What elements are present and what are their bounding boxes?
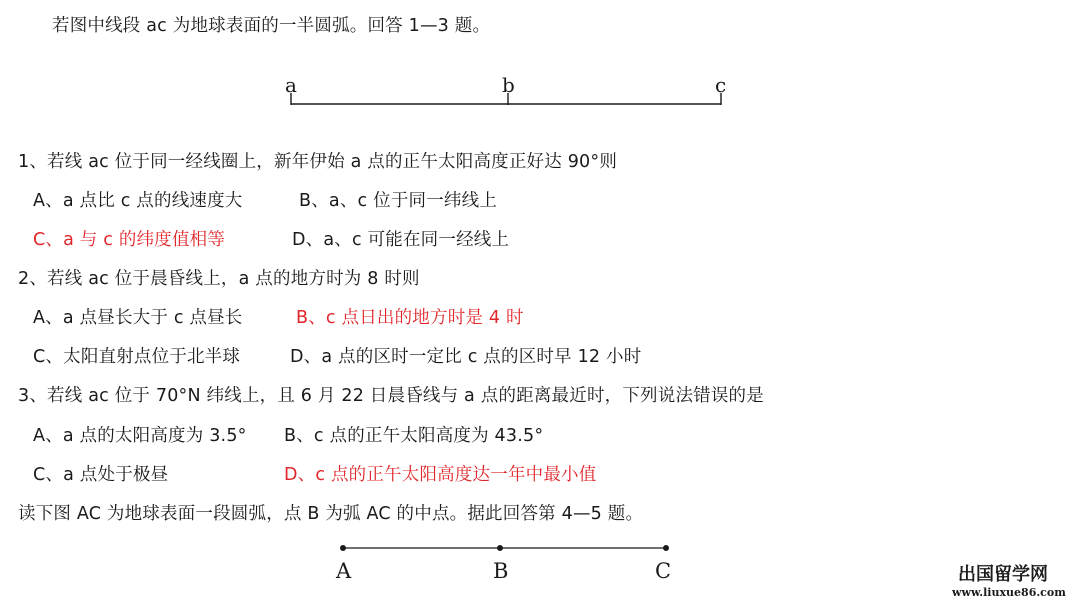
watermark [951, 563, 1066, 599]
q2-option-d: D、a 点的区时一定比 c 点的区时早 12 小时 [290, 347, 642, 367]
q1-option-a: A、a 点比 c 点的线速度大 [33, 191, 243, 211]
diagram-AC-segment [335, 545, 671, 583]
q2-option-a: A、a 点昼长大于 c 点昼长 [33, 308, 243, 328]
label-C: C [655, 559, 672, 583]
watermark-name: 出国留学网 [958, 564, 1048, 585]
q3-option-b: B、c 点的正午太阳高度为 43.5° [284, 426, 544, 446]
q3-option-c: C、a 点处于极昼 [33, 465, 169, 485]
intro-text: 若图中线段 ac 为地球表面的一半圆弧。回答 1—3 题。 [52, 16, 491, 36]
label-A: A [336, 559, 352, 583]
q1-stem: 1、若线 ac 位于同一经线圈上，新年伊始 a 点的正午太阳高度正好达 90°则 [18, 152, 618, 172]
q2-option-b-answer: B、c 点日出的地方时是 4 时 [296, 308, 524, 328]
q1-option-c-answer: C、a 与 c 的纬度值相等 [33, 230, 226, 250]
intro2-text: 读下图 AC 为地球表面一段圆弧，点 B 为弧 AC 的中点。据此回答第 4—5 题。 [18, 504, 644, 524]
label-c: c [715, 73, 727, 97]
label-B: B [493, 559, 509, 583]
q2-option-c: C、太阳直射点位于北半球 [33, 347, 241, 367]
q2-stem: 2、若线 ac 位于晨昏线上，a 点的地方时为 8 时则 [18, 269, 420, 289]
diagram-ac-segment [285, 73, 726, 105]
label-a: a [285, 73, 297, 97]
q3-stem: 3、若线 ac 位于 70°N 纬线上，且 6 月 22 日晨昏线与 a 点的距离最近时，下列说法错误的是 [18, 386, 764, 406]
watermark-url: www.liuxue86.com [952, 586, 1066, 599]
q1-option-b: B、a、c 位于同一纬线上 [299, 191, 498, 211]
q3-option-d-answer: D、c 点的正午太阳高度达一年中最小值 [284, 465, 597, 485]
q3-option-a: A、a 点的太阳高度为 3.5° [33, 426, 247, 446]
q1-option-d: D、a、c 可能在同一经线上 [292, 230, 510, 250]
label-b: b [502, 73, 515, 97]
